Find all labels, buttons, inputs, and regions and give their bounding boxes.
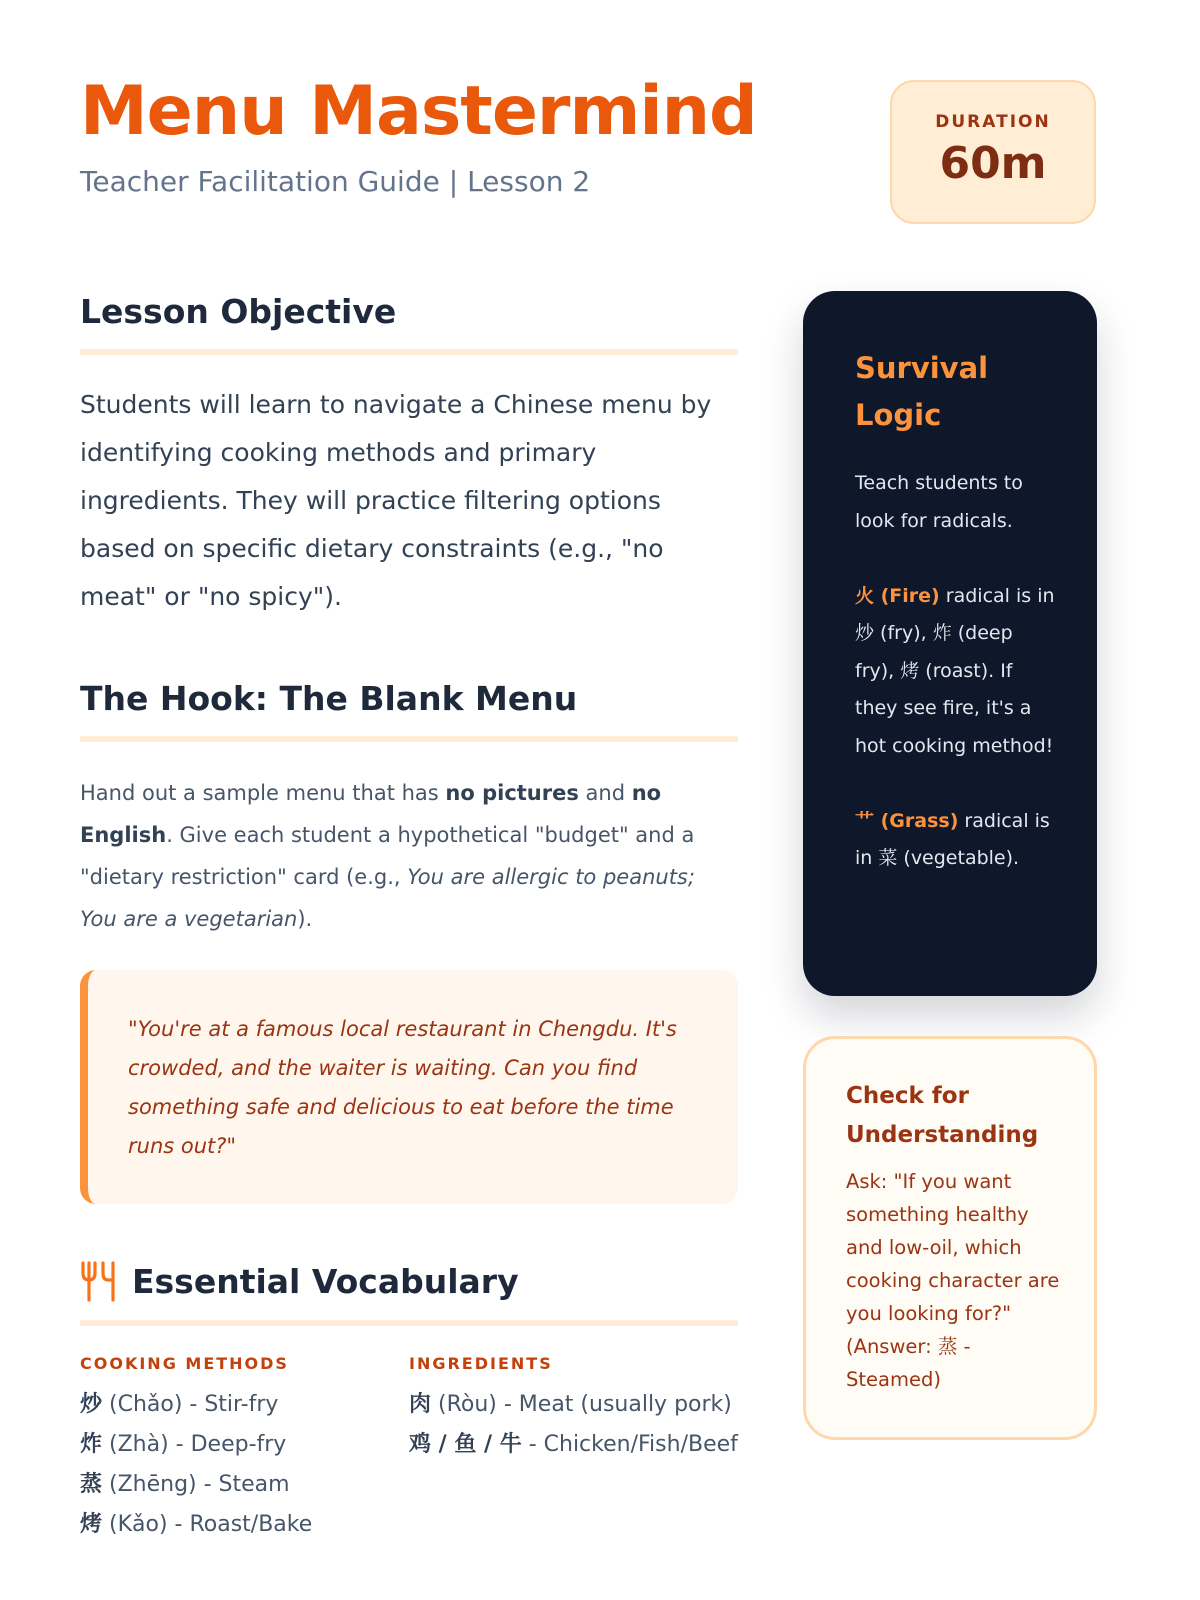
hook-text-part: . Give each student a hypothetical "budget" and a "dietary restriction" card (e.g., bbox=[80, 823, 695, 889]
duration-value: 60m bbox=[939, 138, 1047, 189]
survival-title: Survival Logic bbox=[855, 351, 989, 432]
check-text: Ask: "If you want something healthy and low-oil, which cooking character are you looking for?" (Answer: 蒸 - Steamed) bbox=[846, 1170, 1060, 1391]
hook-text bbox=[80, 772, 738, 940]
survival-body bbox=[855, 465, 1057, 878]
hook-bold-no-pictures: no pictures bbox=[445, 781, 579, 805]
vocab-item bbox=[80, 1465, 409, 1505]
vocab-hanzi: 鸡 / 鱼 / 牛 bbox=[409, 1432, 522, 1457]
hook-quote: "You're at a famous local restaurant in Chengdu. It's crowded, and the waiter is waiting. Can you find something safe and delicious to eat before the time runs out?" bbox=[80, 970, 738, 1204]
vocab-hanzi: 炸 bbox=[80, 1432, 103, 1457]
vocab-item bbox=[409, 1425, 738, 1465]
vocab-hanzi: 烤 bbox=[80, 1512, 103, 1537]
fork-knife-icon bbox=[80, 1260, 116, 1302]
survival-fire bbox=[855, 578, 1057, 766]
vocab-item bbox=[80, 1385, 409, 1425]
fire-radical-label: 火 (Fire) bbox=[855, 584, 940, 607]
page-title: Menu Mastermind bbox=[80, 72, 757, 151]
objective-text: Students will learn to navigate a Chinese menu by identifying cooking methods and primary ingredients. They will practice filtering options based on specific dietary constraints (e.g., "no meat" or "no spicy"). bbox=[80, 390, 712, 611]
vocab-item bbox=[409, 1385, 738, 1425]
vocab-hanzi: 炒 bbox=[80, 1392, 103, 1417]
vocab-meaning: (Chǎo) - Stir-fry bbox=[102, 1392, 279, 1417]
vocab-meaning: (Zhà) - Deep-fry bbox=[102, 1432, 287, 1457]
objective-heading: Lesson Objective bbox=[80, 292, 738, 355]
check-understanding-card bbox=[803, 1036, 1097, 1440]
vocab-meaning: - Chicken/Fish/Beef bbox=[521, 1432, 738, 1457]
cooking-methods-column bbox=[80, 1354, 409, 1545]
cooking-methods-title: COOKING METHODS bbox=[80, 1354, 289, 1373]
vocab-hanzi: 肉 bbox=[409, 1392, 432, 1417]
ingredients-column bbox=[409, 1354, 738, 1545]
ingredients-title: INGREDIENTS bbox=[409, 1354, 553, 1373]
survival-grass bbox=[855, 803, 1057, 878]
vocab-meaning: (Ròu) - Meat (usually pork) bbox=[431, 1392, 732, 1417]
hook-text-part: and bbox=[578, 781, 632, 805]
main-content bbox=[80, 292, 738, 1545]
survival-logic-card bbox=[803, 291, 1097, 996]
hook-bold-no-english: no English bbox=[80, 781, 662, 847]
vocab-item bbox=[80, 1425, 409, 1465]
vocab-meaning: (Zhēng) - Steam bbox=[102, 1472, 290, 1497]
page-subtitle: Teacher Facilitation Guide | Lesson 2 bbox=[80, 165, 591, 198]
hook-text-part: ). bbox=[297, 907, 313, 931]
vocab-columns bbox=[80, 1354, 738, 1545]
grass-radical-text: radical is in 菜 (vegetable). bbox=[855, 809, 1050, 869]
duration-label: DURATION bbox=[935, 112, 1051, 132]
check-title: Check for Understanding bbox=[846, 1083, 1039, 1148]
vocab-heading-text: Essential Vocabulary bbox=[132, 1261, 519, 1301]
fire-radical-text: radical is in 炒 (fry), 炸 (deep fry), 烤 (roast). If they see fire, it's a hot cooking method! bbox=[855, 584, 1055, 757]
vocab-item bbox=[80, 1505, 409, 1545]
hook-italic-examples: You are allergic to peanuts; You are a vegetarian bbox=[80, 865, 695, 931]
survival-intro: Teach students to look for radicals. bbox=[855, 472, 1023, 532]
vocab-heading bbox=[80, 1260, 738, 1326]
grass-radical-label: 艹 (Grass) bbox=[855, 809, 959, 832]
duration-badge bbox=[890, 80, 1096, 224]
vocab-hanzi: 蒸 bbox=[80, 1472, 103, 1497]
vocab-meaning: (Kǎo) - Roast/Bake bbox=[102, 1512, 313, 1537]
hook-heading: The Hook: The Blank Menu bbox=[80, 679, 738, 742]
hook-text-part: Hand out a sample menu that has bbox=[80, 781, 446, 805]
